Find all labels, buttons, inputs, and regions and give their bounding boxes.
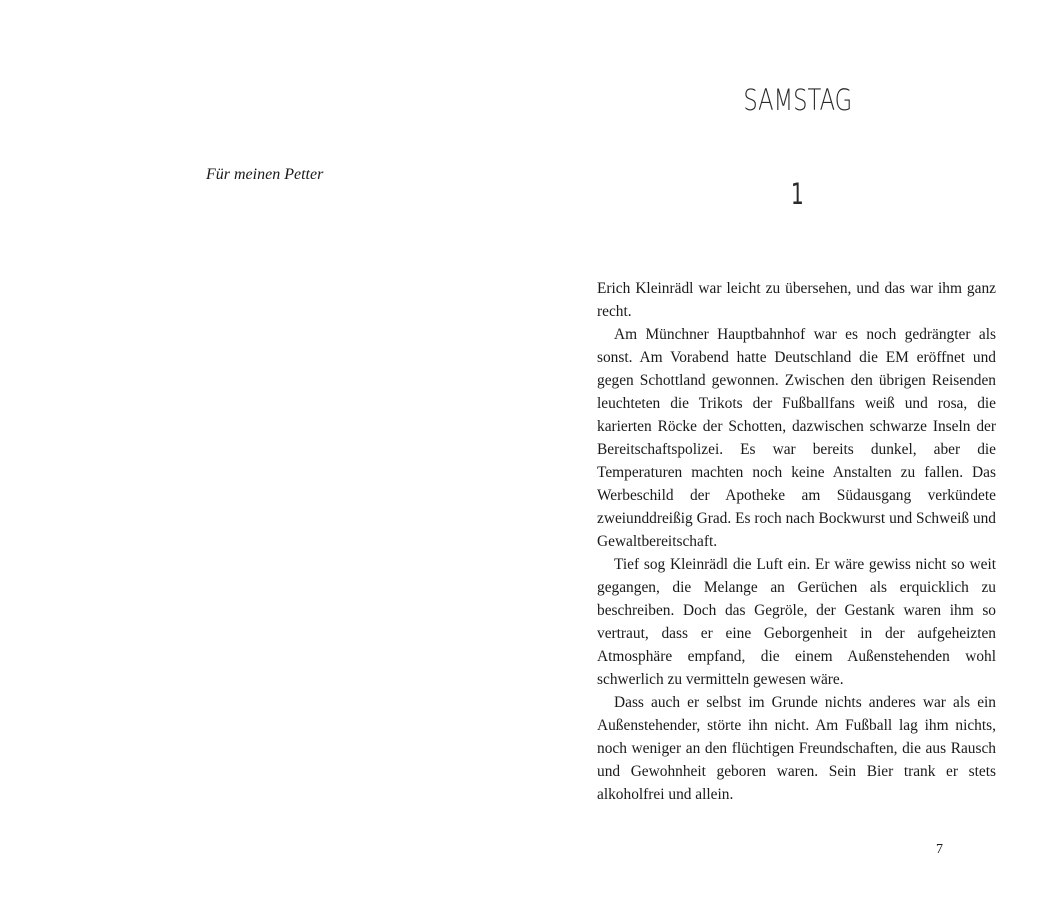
paragraph: Erich Kleinrädl war leicht zu übersehen, und das war ihm ganz recht.	[597, 280, 996, 320]
paragraph: Dass auch er selbst im Grunde nichts anderes war als ein Außenstehender, störte ihn nicht. Am Fußball lag ihm nichts, noch weniger an den flüchtigen Freundschaften, die aus Rausch und Gewohnheit geboren waren. Sein Bier trank er stets alkoholfrei und allein.	[597, 694, 996, 803]
chapter-number: 1	[790, 177, 804, 211]
right-page	[532, 0, 1064, 904]
day-heading: SAMSTAG	[743, 83, 853, 117]
dedication: Für meinen Petter	[206, 166, 324, 183]
paragraph: Tief sog Kleinrädl die Luft ein. Er wäre gewiss nicht so weit gegangen, die Melange an Gerüchen als erquicklich zu beschreiben. Doch das Gegröle, der Gestank waren ihm so vertraut, dass er eine Geborgenheit in der aufgeheizten Atmosphäre empfand, die einem Außenstehenden wohl schwerlich zu vermitteln gewesen wäre.	[597, 556, 996, 688]
chapter-body	[597, 277, 996, 806]
page-number: 7	[936, 842, 943, 857]
paragraph: Am Münchner Hauptbahnhof war es noch gedrängter als sonst. Am Vorabend hatte Deutschland die EM eröffnet und gegen Schottland gewonnen. Zwischen den übrigen Reisenden leuchteten die Trikots der Fußballfans weiß und rosa, die karierten Röcke der Schotten, dazwischen schwarze Inseln der Bereitschaftspolizei. Es war bereits dunkel, aber die Temperaturen machten noch keine Anstalten zu fallen. Das Werbeschild der Apotheke am Südausgang verkündete zweiunddreißig Grad. Es roch nach Bockwurst und Schweiß und Gewaltbereitschaft.	[597, 326, 996, 550]
